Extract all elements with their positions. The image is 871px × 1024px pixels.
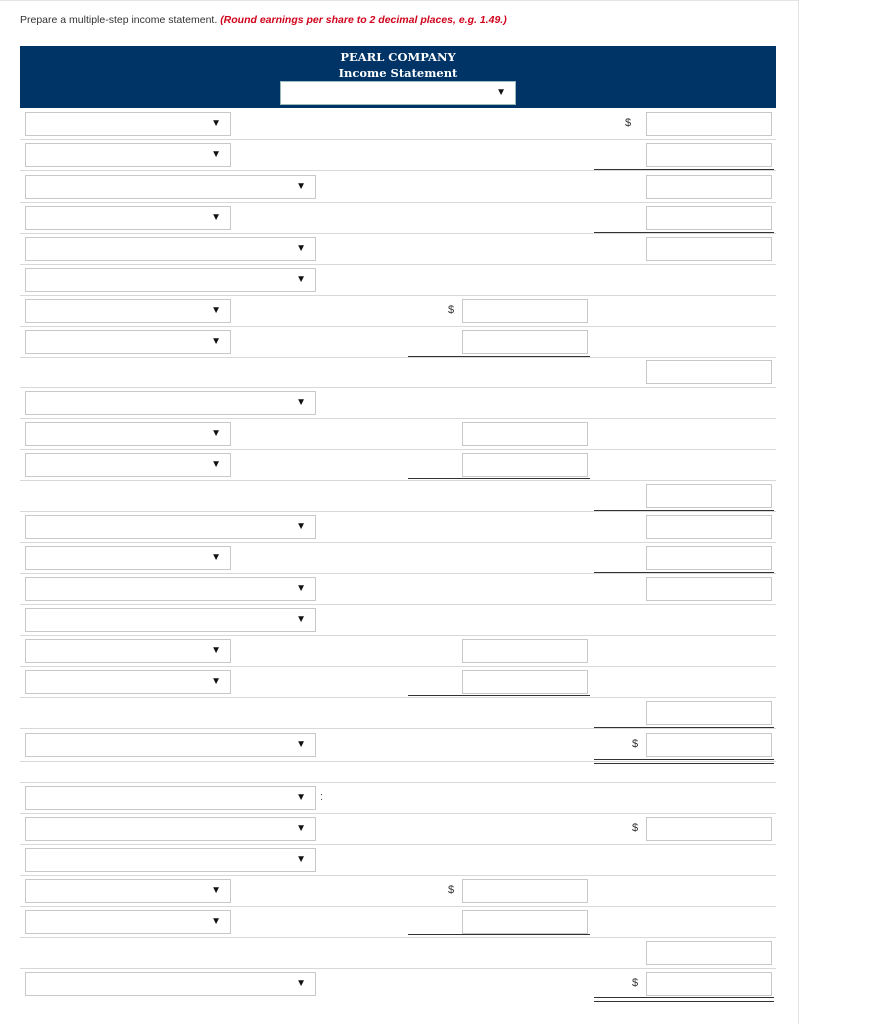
statement-row bbox=[20, 698, 776, 729]
chevron-down-icon: ▼ bbox=[211, 676, 221, 687]
section-spacer bbox=[20, 762, 776, 783]
amount-input-col2[interactable] bbox=[646, 143, 772, 167]
colon-mark: : bbox=[320, 791, 324, 803]
account-dropdown[interactable] bbox=[25, 546, 231, 570]
rounding-note: (Round earnings per share to 2 decimal places, e.g. 1.49.) bbox=[220, 14, 507, 26]
statement-row bbox=[20, 108, 776, 140]
statement-row bbox=[20, 907, 776, 938]
subtotal-underline bbox=[594, 169, 774, 170]
amount-input-col1[interactable] bbox=[462, 639, 588, 663]
account-dropdown[interactable] bbox=[25, 143, 231, 167]
statement-row bbox=[20, 605, 776, 636]
statement-row bbox=[20, 938, 776, 969]
statement-row bbox=[20, 636, 776, 667]
amount-input-col2[interactable] bbox=[646, 175, 772, 199]
statement-row bbox=[20, 203, 776, 234]
amount-input-col1[interactable] bbox=[462, 453, 588, 477]
statement-row bbox=[20, 814, 776, 845]
account-dropdown[interactable] bbox=[25, 237, 316, 261]
subtotal-underline bbox=[594, 572, 774, 573]
amount-input-col2[interactable] bbox=[646, 515, 772, 539]
statement-row bbox=[20, 574, 776, 605]
subtotal-underline bbox=[594, 727, 774, 728]
statement-header bbox=[20, 46, 776, 108]
chevron-down-icon: ▼ bbox=[296, 792, 306, 803]
amount-input-col2[interactable] bbox=[646, 546, 772, 570]
statement-row bbox=[20, 327, 776, 358]
amount-input-col2[interactable] bbox=[646, 237, 772, 261]
chevron-down-icon: ▼ bbox=[211, 428, 221, 439]
chevron-down-icon: ▼ bbox=[211, 212, 221, 223]
chevron-down-icon: ▼ bbox=[296, 978, 306, 989]
account-dropdown[interactable] bbox=[25, 786, 316, 810]
chevron-down-icon: ▼ bbox=[211, 118, 221, 129]
chevron-down-icon: ▼ bbox=[296, 274, 306, 285]
account-dropdown[interactable] bbox=[25, 910, 231, 934]
account-dropdown[interactable] bbox=[25, 817, 316, 841]
account-dropdown[interactable] bbox=[25, 879, 231, 903]
amount-input-col2[interactable] bbox=[646, 701, 772, 725]
chevron-down-icon: ▼ bbox=[211, 336, 221, 347]
account-dropdown[interactable] bbox=[25, 639, 231, 663]
account-dropdown[interactable] bbox=[25, 299, 231, 323]
amount-input-col2[interactable] bbox=[646, 941, 772, 965]
statement-row bbox=[20, 450, 776, 481]
statement-row bbox=[20, 419, 776, 450]
statement-row bbox=[20, 876, 776, 907]
chevron-down-icon: ▼ bbox=[296, 823, 306, 834]
account-dropdown[interactable] bbox=[25, 391, 316, 415]
account-dropdown[interactable] bbox=[25, 608, 316, 632]
dollar-sign: $ bbox=[632, 822, 639, 834]
statement-row bbox=[20, 667, 776, 698]
chevron-down-icon: ▼ bbox=[296, 854, 306, 865]
amount-input-col1[interactable] bbox=[462, 299, 588, 323]
statement-row bbox=[20, 388, 776, 419]
statement-row bbox=[20, 171, 776, 203]
period-dropdown[interactable] bbox=[280, 81, 516, 105]
dollar-sign: $ bbox=[632, 738, 639, 750]
dollar-sign: $ bbox=[448, 304, 455, 316]
statement-row bbox=[20, 783, 776, 814]
statement-row bbox=[20, 234, 776, 265]
amount-input-col2[interactable] bbox=[646, 577, 772, 601]
account-dropdown[interactable] bbox=[25, 175, 316, 199]
statement-title: Income Statement bbox=[338, 66, 458, 80]
chevron-down-icon: ▼ bbox=[211, 149, 221, 160]
dollar-sign: $ bbox=[632, 977, 639, 989]
statement-row bbox=[20, 969, 776, 1000]
statement-row bbox=[20, 512, 776, 543]
subtotal-underline bbox=[408, 934, 590, 935]
chevron-down-icon: ▼ bbox=[296, 181, 306, 192]
company-name: PEARL COMPANY bbox=[340, 50, 456, 64]
amount-input-col2[interactable] bbox=[646, 733, 772, 757]
chevron-down-icon: ▼ bbox=[211, 459, 221, 470]
total-double-underline bbox=[594, 997, 774, 1002]
account-dropdown[interactable] bbox=[25, 112, 231, 136]
account-dropdown[interactable] bbox=[25, 206, 231, 230]
subtotal-underline bbox=[594, 510, 774, 511]
statement-row bbox=[20, 729, 776, 762]
amount-input-col2[interactable] bbox=[646, 972, 772, 996]
chevron-down-icon: ▼ bbox=[211, 305, 221, 316]
statement-row bbox=[20, 481, 776, 512]
chevron-down-icon: ▼ bbox=[296, 614, 306, 625]
account-dropdown[interactable] bbox=[25, 453, 231, 477]
dollar-sign: $ bbox=[625, 117, 632, 129]
subtotal-underline bbox=[408, 695, 590, 696]
statement-row bbox=[20, 296, 776, 327]
chevron-down-icon: ▼ bbox=[296, 397, 306, 408]
chevron-down-icon: ▼ bbox=[496, 87, 506, 98]
chevron-down-icon: ▼ bbox=[296, 521, 306, 532]
account-dropdown[interactable] bbox=[25, 330, 231, 354]
account-dropdown[interactable] bbox=[25, 422, 231, 446]
amount-input-col2[interactable] bbox=[646, 112, 772, 136]
dollar-sign: $ bbox=[448, 884, 455, 896]
amount-input-col1[interactable] bbox=[462, 330, 588, 354]
statement-row bbox=[20, 845, 776, 876]
chevron-down-icon: ▼ bbox=[296, 583, 306, 594]
account-dropdown[interactable] bbox=[25, 670, 231, 694]
statement-row bbox=[20, 265, 776, 296]
subtotal-underline bbox=[594, 232, 774, 233]
amount-input-col2[interactable] bbox=[646, 360, 772, 384]
account-dropdown[interactable] bbox=[25, 972, 316, 996]
statement-row bbox=[20, 358, 776, 388]
chevron-down-icon: ▼ bbox=[211, 552, 221, 563]
chevron-down-icon: ▼ bbox=[296, 243, 306, 254]
amount-input-col2[interactable] bbox=[646, 817, 772, 841]
subtotal-underline bbox=[408, 478, 590, 479]
chevron-down-icon: ▼ bbox=[211, 645, 221, 656]
chevron-down-icon: ▼ bbox=[296, 739, 306, 750]
subtotal-underline bbox=[408, 356, 590, 357]
amount-input-col1[interactable] bbox=[462, 422, 588, 446]
account-dropdown[interactable] bbox=[25, 733, 316, 757]
account-dropdown[interactable] bbox=[25, 268, 316, 292]
statement-row bbox=[20, 140, 776, 171]
amount-input-col1[interactable] bbox=[462, 670, 588, 694]
amount-input-col1[interactable] bbox=[462, 910, 588, 934]
chevron-down-icon: ▼ bbox=[211, 885, 221, 896]
statement-row bbox=[20, 543, 776, 574]
instruction-main: Prepare a multiple-step income statement. bbox=[20, 14, 218, 26]
chevron-down-icon: ▼ bbox=[211, 916, 221, 927]
instruction-text bbox=[20, 14, 507, 26]
account-dropdown[interactable] bbox=[25, 577, 316, 601]
amount-input-col1[interactable] bbox=[462, 879, 588, 903]
account-dropdown[interactable] bbox=[25, 848, 316, 872]
account-dropdown[interactable] bbox=[25, 515, 316, 539]
amount-input-col2[interactable] bbox=[646, 206, 772, 230]
amount-input-col2[interactable] bbox=[646, 484, 772, 508]
